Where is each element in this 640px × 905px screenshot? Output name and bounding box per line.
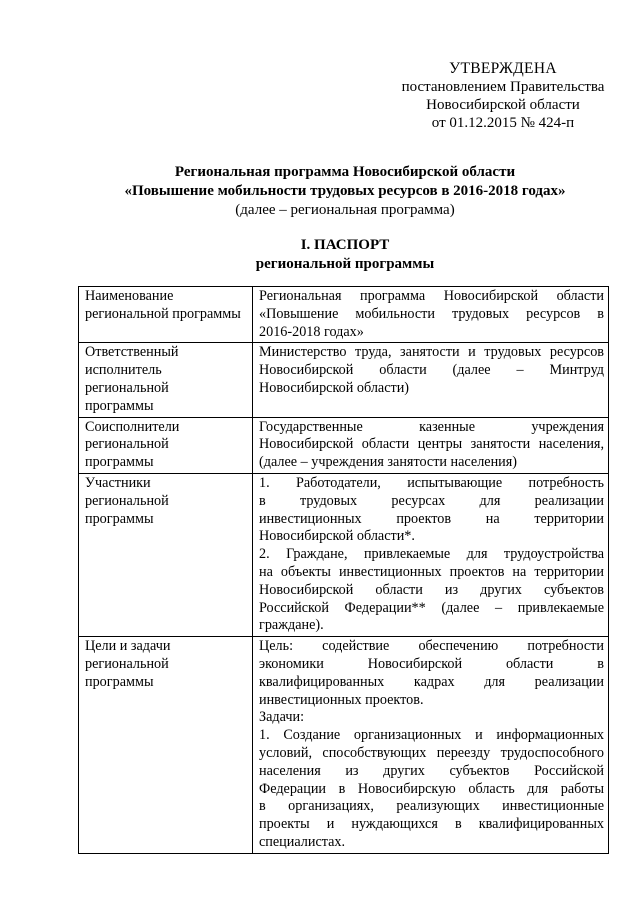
row-label-line: региональной — [85, 436, 169, 453]
title-line-1: Региональная программа Новосибирской области — [174, 164, 516, 180]
row-label-line: программы — [85, 673, 154, 690]
title-line-2: «Повышение мобильности трудовых ресурсов в 2016-2018 годах» — [124, 183, 566, 199]
document-title — [80, 163, 610, 220]
row-value-line: Новосибирской области центры занятости населения, — [259, 436, 604, 453]
table-row — [79, 287, 609, 343]
passport-table-body — [79, 287, 609, 854]
row-label-line: Ответственный — [85, 344, 179, 361]
row-value-line: Задачи: — [259, 709, 305, 726]
row-value-line: Государственные казенные учреждения — [259, 418, 604, 435]
row-label-line: региональной — [85, 379, 169, 396]
row-value-line: Новосибирской области) — [259, 379, 410, 396]
table-row — [79, 417, 609, 473]
row-value-line: Российской Федерации** (далее – привлекаемые — [259, 599, 604, 616]
row-value-line: Цель: содействие обеспечению потребности — [259, 638, 604, 655]
row-label-line: региональной программы — [85, 305, 241, 322]
row-label-cell — [79, 287, 253, 343]
row-value-cell — [253, 417, 609, 473]
row-value-line: квалифицированных кадрах для реализации — [259, 673, 604, 690]
table-row — [79, 637, 609, 854]
row-label-line: программы — [85, 510, 154, 527]
row-label-line: Соисполнители — [85, 418, 180, 435]
row-label-line: Наименование — [85, 288, 174, 304]
approval-line-2: Новосибирской области — [426, 97, 580, 113]
row-value-line: граждане). — [259, 617, 324, 634]
row-label-line: исполнитель — [85, 362, 162, 379]
row-value-line: 2016-2018 годах» — [259, 323, 364, 340]
row-value-line: «Повышение мобильности трудовых ресурсов в — [259, 305, 604, 322]
row-value-cell — [253, 473, 609, 636]
row-value-line: Региональная программа Новосибирской области — [259, 288, 604, 304]
row-value-line: инвестиционных проектов на территории — [259, 510, 604, 527]
title-line-3: (далее – региональная программа) — [235, 202, 455, 218]
row-value-line: Министерство труда, занятости и трудовых ресурсов — [259, 344, 604, 361]
row-value-cell — [253, 637, 609, 854]
row-value-line: условий, способствующих переезду трудоспособного — [259, 744, 604, 761]
approval-stamp — [398, 60, 608, 132]
row-value-cell — [253, 343, 609, 417]
row-value-line: 2. Граждане, привлекаемые для трудоустройства — [259, 546, 604, 563]
row-value-line: 1. Создание организационных и информационных — [259, 727, 604, 744]
section-line-1: I. ПАСПОРТ — [300, 237, 390, 253]
approval-line-1: постановлением Правительства — [401, 79, 605, 95]
row-value-line: в трудовых ресурсах для реализации — [259, 492, 604, 509]
row-value-line: на объекты инвестиционных проектов на территории — [259, 563, 604, 580]
row-label-line: региональной — [85, 492, 169, 509]
row-label-cell — [79, 473, 253, 636]
row-value-cell — [253, 287, 609, 343]
row-label-line: программы — [85, 397, 154, 414]
table-row — [79, 473, 609, 636]
row-value-line: Новосибирской области (далее – Минтруд — [259, 362, 604, 379]
approval-line-3: от 01.12.2015 № 424-п — [431, 115, 575, 131]
row-value-line: Федерации в Новосибирскую область для работы — [259, 780, 604, 797]
row-label-cell — [79, 343, 253, 417]
row-label-cell — [79, 417, 253, 473]
row-label-cell — [79, 637, 253, 854]
section-heading — [80, 236, 610, 274]
row-value-line: (далее – учреждения занятости населения) — [259, 454, 518, 471]
row-value-line: 1. Работодатели, испытывающие потребность — [259, 474, 604, 491]
row-value-line: населения из других субъектов Российской — [259, 762, 604, 779]
row-label-line: Цели и задачи — [85, 638, 171, 655]
approval-head: УТВЕРЖДЕНА — [449, 60, 557, 77]
row-value-line: проекты и нуждающихся в квалифицированных — [259, 816, 604, 833]
row-label-line: Участники — [85, 474, 151, 491]
row-label-line: региональной — [85, 655, 169, 672]
table-row — [79, 343, 609, 417]
row-value-line: специалистах. — [259, 833, 346, 850]
row-value-line: экономики Новосибирской области в — [259, 655, 604, 672]
row-value-line: Новосибирской области*. — [259, 528, 415, 545]
row-value-line: инвестиционных проектов. — [259, 691, 424, 708]
row-label-line: программы — [85, 454, 154, 471]
passport-table — [78, 286, 609, 854]
row-value-line: в организациях, реализующих инвестиционные — [259, 798, 604, 815]
row-value-line: Новосибирской области из других субъектов — [259, 581, 604, 598]
section-line-2: региональной программы — [255, 256, 435, 272]
